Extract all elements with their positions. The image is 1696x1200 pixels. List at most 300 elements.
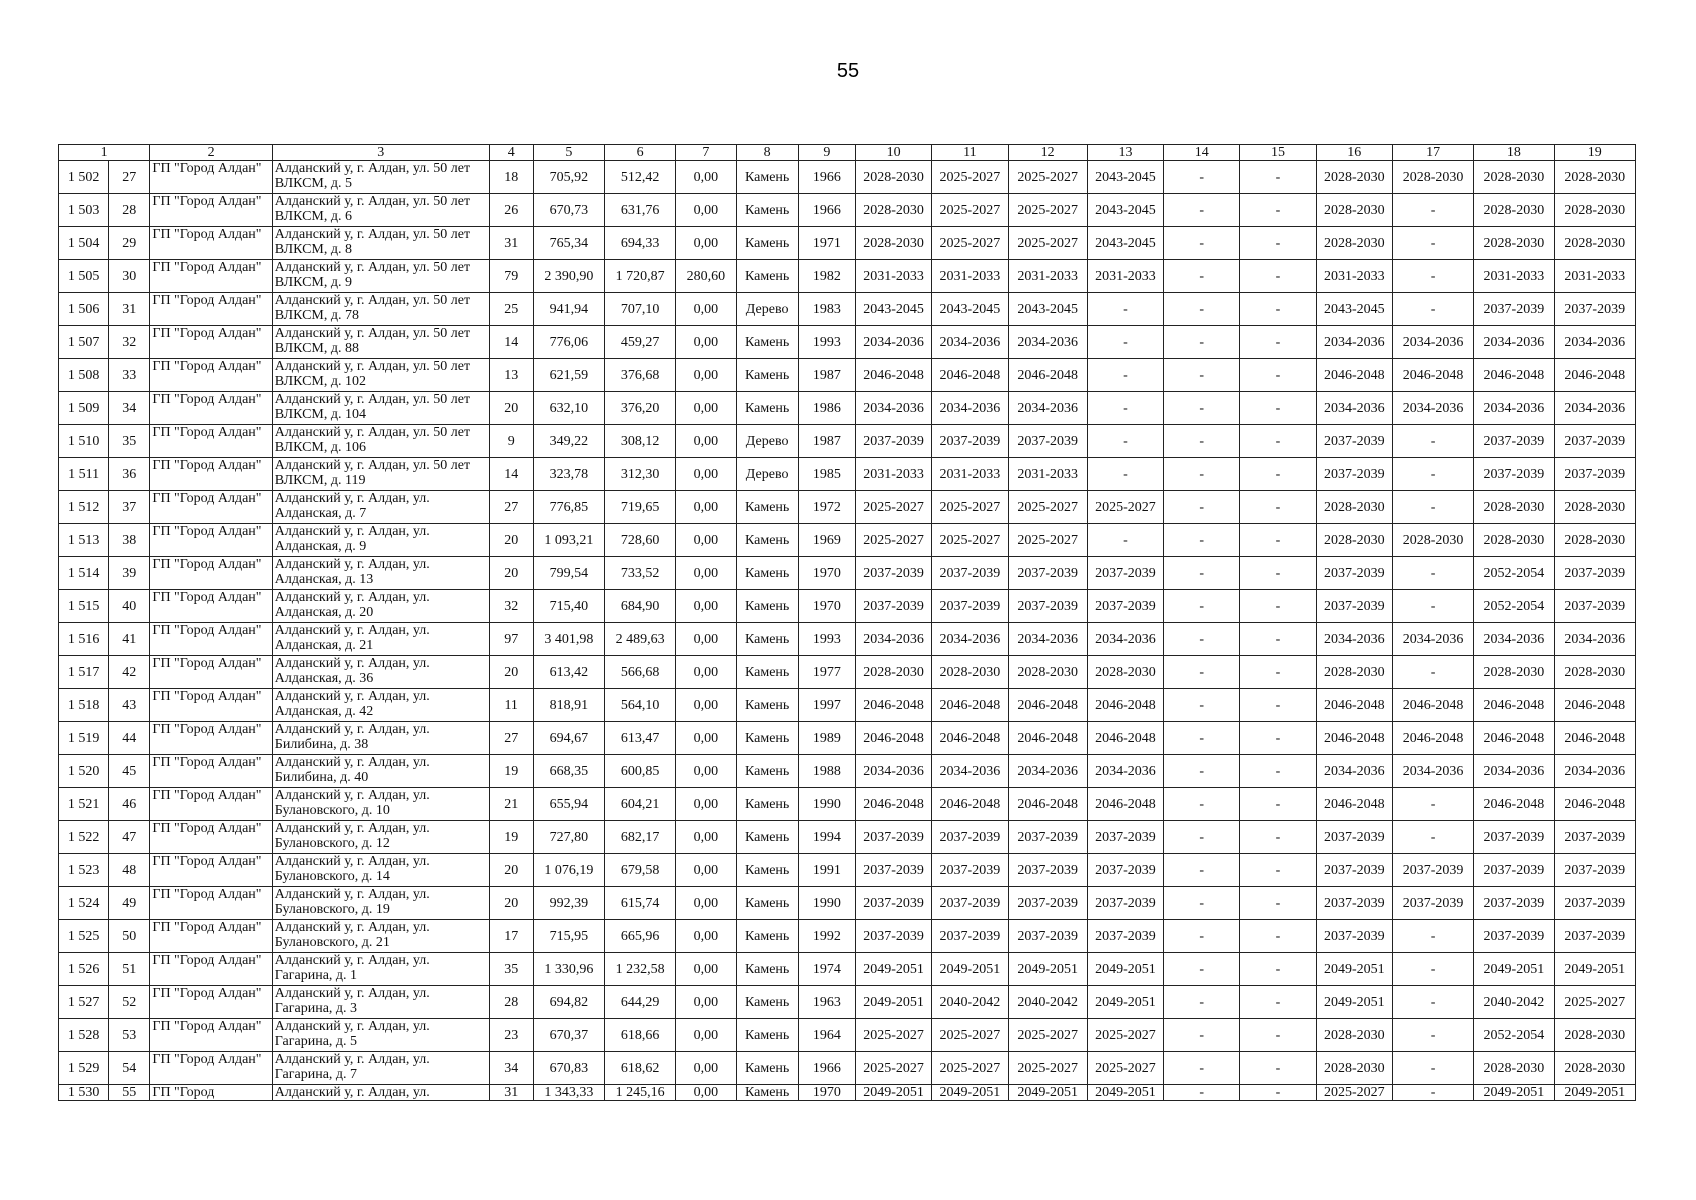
- table-cell: Алданский у, г. Алдан, ул. 50 лет ВЛКСМ, д. 78: [272, 293, 489, 326]
- table-cell: 1989: [798, 722, 855, 755]
- table-row: [59, 623, 1636, 656]
- table-cell: 45: [109, 755, 150, 788]
- table-cell: 2034-2036: [1008, 326, 1087, 359]
- table-cell: 2025-2027: [1316, 1085, 1392, 1101]
- table-cell: 2028-2030: [932, 656, 1008, 689]
- table-cell: 2034-2036: [855, 755, 931, 788]
- table-cell: 54: [109, 1052, 150, 1085]
- table-cell: 25: [489, 293, 533, 326]
- table-cell: 2031-2033: [1474, 260, 1554, 293]
- table-cell: 670,83: [533, 1052, 604, 1085]
- table-cell: 2037-2039: [1087, 920, 1163, 953]
- table-cell: 1 504: [59, 227, 109, 260]
- table-cell: 992,39: [533, 887, 604, 920]
- table-cell: Алданский у, г. Алдан, ул. Алданская, д. 13: [272, 557, 489, 590]
- table-cell: -: [1240, 392, 1316, 425]
- table-cell: 0,00: [676, 689, 736, 722]
- table-cell: 566,68: [605, 656, 676, 689]
- table-cell: 1982: [798, 260, 855, 293]
- table-cell: 2025-2027: [932, 491, 1008, 524]
- table-cell: 0,00: [676, 359, 736, 392]
- table-cell: 2046-2048: [1392, 689, 1473, 722]
- table-cell: Алданский у, г. Алдан, ул.: [272, 1085, 489, 1101]
- table-cell: ГП "Город Алдан": [150, 425, 272, 458]
- table-cell: 1991: [798, 854, 855, 887]
- table-cell: 2031-2033: [1087, 260, 1163, 293]
- table-cell: 20: [489, 854, 533, 887]
- table-cell: -: [1164, 821, 1240, 854]
- table-cell: Алданский у, г. Алдан, ул. Булановского, д. 21: [272, 920, 489, 953]
- table-cell: 1970: [798, 590, 855, 623]
- table-cell: 0,00: [676, 1019, 736, 1052]
- table-cell: Камень: [736, 194, 798, 227]
- table-cell: 2028-2030: [1554, 491, 1635, 524]
- table-cell: 2 390,90: [533, 260, 604, 293]
- table-cell: -: [1087, 524, 1163, 557]
- table-cell: 2025-2027: [855, 1019, 931, 1052]
- table-cell: Камень: [736, 887, 798, 920]
- table-cell: 27: [109, 161, 150, 194]
- table-cell: 2046-2048: [1474, 359, 1554, 392]
- table-cell: 728,60: [605, 524, 676, 557]
- table-cell: 312,30: [605, 458, 676, 491]
- table-cell: 17: [489, 920, 533, 953]
- table-cell: 2028-2030: [1316, 656, 1392, 689]
- table-cell: 1 505: [59, 260, 109, 293]
- table-cell: 2025-2027: [855, 524, 931, 557]
- table-cell: 0,00: [676, 590, 736, 623]
- table-cell: ГП "Город Алдан": [150, 920, 272, 953]
- table-cell: Алданский у, г. Алдан, ул. 50 лет ВЛКСМ, д. 8: [272, 227, 489, 260]
- table-cell: 2037-2039: [932, 920, 1008, 953]
- table-cell: Алданский у, г. Алдан, ул. Булановского, д. 14: [272, 854, 489, 887]
- table-cell: ГП "Город Алдан": [150, 194, 272, 227]
- table-cell: 2037-2039: [855, 557, 931, 590]
- table-cell: 2025-2027: [932, 524, 1008, 557]
- table-cell: 1992: [798, 920, 855, 953]
- table-cell: -: [1392, 458, 1473, 491]
- table-cell: 459,27: [605, 326, 676, 359]
- table-cell: 1977: [798, 656, 855, 689]
- table-cell: ГП "Город Алдан": [150, 392, 272, 425]
- table-cell: -: [1240, 227, 1316, 260]
- table-cell: 2037-2039: [1474, 821, 1554, 854]
- table-cell: 1 330,96: [533, 953, 604, 986]
- table-cell: 2037-2039: [932, 887, 1008, 920]
- table-cell: 1966: [798, 161, 855, 194]
- table-cell: Камень: [736, 788, 798, 821]
- table-cell: 0,00: [676, 161, 736, 194]
- table-cell: ГП "Город Алдан": [150, 821, 272, 854]
- table-cell: -: [1164, 524, 1240, 557]
- table-cell: 2046-2048: [1554, 359, 1635, 392]
- table-cell: 2025-2027: [932, 194, 1008, 227]
- table-cell: 1994: [798, 821, 855, 854]
- table-cell: 2037-2039: [1008, 590, 1087, 623]
- table-cell: -: [1240, 1052, 1316, 1085]
- table-row: [59, 656, 1636, 689]
- table-cell: 2028-2030: [855, 227, 931, 260]
- table-cell: 1 513: [59, 524, 109, 557]
- table-cell: ГП "Город Алдан": [150, 1019, 272, 1052]
- table-cell: 2037-2039: [1316, 887, 1392, 920]
- table-cell: 941,94: [533, 293, 604, 326]
- table-cell: 29: [109, 227, 150, 260]
- table-cell: -: [1392, 260, 1473, 293]
- table-cell: 2031-2033: [932, 458, 1008, 491]
- table-cell: 39: [109, 557, 150, 590]
- table-cell: -: [1392, 227, 1473, 260]
- table-cell: -: [1164, 986, 1240, 1019]
- table-cell: ГП "Город Алдан": [150, 887, 272, 920]
- table-cell: -: [1392, 590, 1473, 623]
- table-cell: 0,00: [676, 227, 736, 260]
- table-row: [59, 458, 1636, 491]
- table-cell: 3 401,98: [533, 623, 604, 656]
- table-cell: 2037-2039: [855, 854, 931, 887]
- table-cell: 2046-2048: [1008, 722, 1087, 755]
- table-row: [59, 194, 1636, 227]
- table-cell: 2049-2051: [1554, 1085, 1635, 1101]
- table-cell: 2046-2048: [932, 722, 1008, 755]
- table-cell: 2037-2039: [1008, 821, 1087, 854]
- table-cell: Камень: [736, 590, 798, 623]
- table-cell: -: [1240, 491, 1316, 524]
- table-cell: 2037-2039: [1316, 821, 1392, 854]
- table-cell: 1 343,33: [533, 1085, 604, 1101]
- table-cell: 2025-2027: [1008, 227, 1087, 260]
- table-cell: Алданский у, г. Алдан, ул. Булановского, д. 19: [272, 887, 489, 920]
- table-row: [59, 1019, 1636, 1052]
- table-cell: ГП "Город Алдан": [150, 260, 272, 293]
- table-cell: 34: [489, 1052, 533, 1085]
- table-cell: 0,00: [676, 557, 736, 590]
- table-cell: 2037-2039: [1392, 854, 1473, 887]
- table-cell: 1964: [798, 1019, 855, 1052]
- table-cell: ГП "Город Алдан": [150, 590, 272, 623]
- table-cell: 2028-2030: [1474, 491, 1554, 524]
- table-cell: 2028-2030: [1316, 227, 1392, 260]
- table-cell: 2037-2039: [1474, 887, 1554, 920]
- table-cell: Камень: [736, 359, 798, 392]
- table-cell: 14: [489, 458, 533, 491]
- table-cell: 2037-2039: [1474, 920, 1554, 953]
- table-cell: 2046-2048: [1087, 689, 1163, 722]
- table-cell: 1 519: [59, 722, 109, 755]
- table-row: [59, 161, 1636, 194]
- table-cell: 600,85: [605, 755, 676, 788]
- table-cell: -: [1164, 392, 1240, 425]
- table-cell: 2034-2036: [1554, 755, 1635, 788]
- table-cell: Камень: [736, 623, 798, 656]
- table-cell: 20: [489, 524, 533, 557]
- table-cell: 2037-2039: [932, 821, 1008, 854]
- table-cell: 2028-2030: [1474, 227, 1554, 260]
- table-cell: 2049-2051: [1087, 1085, 1163, 1101]
- table-cell: ГП "Город Алдан": [150, 689, 272, 722]
- table-cell: -: [1392, 656, 1473, 689]
- table-row: [59, 227, 1636, 260]
- table-cell: 1 524: [59, 887, 109, 920]
- table-cell: 308,12: [605, 425, 676, 458]
- table-cell: 707,10: [605, 293, 676, 326]
- table-cell: 2028-2030: [855, 194, 931, 227]
- table-cell: Алданский у, г. Алдан, ул. Алданская, д. 36: [272, 656, 489, 689]
- table-cell: 2037-2039: [1316, 425, 1392, 458]
- table-cell: 1 525: [59, 920, 109, 953]
- table-cell: 2049-2051: [1554, 953, 1635, 986]
- table-cell: ГП "Город Алдан": [150, 326, 272, 359]
- table-cell: 2034-2036: [1087, 623, 1163, 656]
- table-cell: 2037-2039: [1554, 887, 1635, 920]
- table-cell: 55: [109, 1085, 150, 1101]
- table-cell: 0,00: [676, 788, 736, 821]
- table-cell: 2046-2048: [1316, 689, 1392, 722]
- table-cell: -: [1240, 854, 1316, 887]
- column-header: 2: [150, 145, 272, 161]
- table-cell: ГП "Город Алдан": [150, 1052, 272, 1085]
- table-cell: 2049-2051: [1008, 1085, 1087, 1101]
- table-cell: 1 518: [59, 689, 109, 722]
- table-cell: -: [1240, 194, 1316, 227]
- table-cell: 97: [489, 623, 533, 656]
- table-cell: 2046-2048: [932, 359, 1008, 392]
- table-cell: 2037-2039: [932, 557, 1008, 590]
- table-cell: 2034-2036: [1474, 755, 1554, 788]
- table-cell: Алданский у, г. Алдан, ул. 50 лет ВЛКСМ, д. 5: [272, 161, 489, 194]
- table-cell: -: [1392, 557, 1473, 590]
- table-cell: 0,00: [676, 920, 736, 953]
- table-cell: Камень: [736, 854, 798, 887]
- table-cell: 2034-2036: [1474, 392, 1554, 425]
- table-cell: -: [1240, 788, 1316, 821]
- page-number: 55: [836, 60, 860, 82]
- table-cell: -: [1164, 161, 1240, 194]
- table-cell: 2025-2027: [1087, 1019, 1163, 1052]
- table-cell: 2040-2042: [1474, 986, 1554, 1019]
- table-cell: 2049-2051: [932, 953, 1008, 986]
- table-cell: 2025-2027: [855, 491, 931, 524]
- table-cell: 1 507: [59, 326, 109, 359]
- table-cell: 79: [489, 260, 533, 293]
- table-cell: 2028-2030: [1316, 1052, 1392, 1085]
- table-cell: 35: [109, 425, 150, 458]
- table-cell: 0,00: [676, 425, 736, 458]
- table-cell: ГП "Город Алдан": [150, 491, 272, 524]
- table-cell: 2034-2036: [1554, 326, 1635, 359]
- table-cell: 2037-2039: [1554, 920, 1635, 953]
- table-cell: 19: [489, 821, 533, 854]
- table-cell: 2034-2036: [1392, 392, 1473, 425]
- table-cell: 2046-2048: [1392, 359, 1473, 392]
- table-cell: Алданский у, г. Алдан, ул. Алданская, д. 7: [272, 491, 489, 524]
- table-cell: -: [1240, 425, 1316, 458]
- table-cell: 27: [489, 722, 533, 755]
- table-row: [59, 425, 1636, 458]
- table-cell: 2034-2036: [1316, 392, 1392, 425]
- table-cell: 2025-2027: [932, 1052, 1008, 1085]
- table-cell: 613,47: [605, 722, 676, 755]
- table-cell: Алданский у, г. Алдан, ул. Алданская, д. 9: [272, 524, 489, 557]
- table-cell: 33: [109, 359, 150, 392]
- table-cell: 1 521: [59, 788, 109, 821]
- table-cell: 2046-2048: [1554, 689, 1635, 722]
- table-cell: 631,76: [605, 194, 676, 227]
- table-cell: 2037-2039: [1008, 425, 1087, 458]
- table-cell: 1 522: [59, 821, 109, 854]
- table-cell: 799,54: [533, 557, 604, 590]
- table-row: [59, 326, 1636, 359]
- table-row: [59, 755, 1636, 788]
- table-cell: 36: [109, 458, 150, 491]
- table-cell: 2037-2039: [1316, 557, 1392, 590]
- table-cell: Алданский у, г. Алдан, ул. Гагарина, д. 7: [272, 1052, 489, 1085]
- table-cell: -: [1240, 722, 1316, 755]
- table-cell: Алданский у, г. Алдан, ул. 50 лет ВЛКСМ, д. 119: [272, 458, 489, 491]
- table-cell: 1987: [798, 359, 855, 392]
- column-header: 10: [855, 145, 931, 161]
- table-cell: 2034-2036: [1474, 623, 1554, 656]
- table-cell: 1966: [798, 194, 855, 227]
- table-cell: -: [1240, 590, 1316, 623]
- table-cell: 2034-2036: [932, 392, 1008, 425]
- table-cell: 2049-2051: [855, 1085, 931, 1101]
- table-cell: Алданский у, г. Алдан, ул. Булановского, д. 10: [272, 788, 489, 821]
- table-cell: 2034-2036: [1474, 326, 1554, 359]
- table-cell: ГП "Город Алдан": [150, 656, 272, 689]
- table-cell: 2052-2054: [1474, 557, 1554, 590]
- table-cell: -: [1392, 788, 1473, 821]
- table-cell: Дерево: [736, 425, 798, 458]
- table-cell: 2025-2027: [855, 1052, 931, 1085]
- table-cell: 9: [489, 425, 533, 458]
- table-cell: 2031-2033: [1554, 260, 1635, 293]
- table-row: [59, 392, 1636, 425]
- table-cell: 2034-2036: [1554, 392, 1635, 425]
- table-cell: 2028-2030: [1554, 227, 1635, 260]
- table-cell: 2046-2048: [1008, 689, 1087, 722]
- table-cell: 2046-2048: [855, 689, 931, 722]
- table-cell: 1970: [798, 557, 855, 590]
- table-cell: 1990: [798, 887, 855, 920]
- table-cell: 2037-2039: [1554, 293, 1635, 326]
- table-cell: 2028-2030: [1474, 194, 1554, 227]
- column-header: 13: [1087, 145, 1163, 161]
- table-cell: 2043-2045: [1087, 161, 1163, 194]
- table-cell: 1993: [798, 623, 855, 656]
- table-cell: 2037-2039: [1554, 590, 1635, 623]
- table-cell: 2037-2039: [1316, 590, 1392, 623]
- table-cell: 2028-2030: [1474, 524, 1554, 557]
- table-cell: 2028-2030: [1554, 524, 1635, 557]
- table-cell: Камень: [736, 392, 798, 425]
- table-cell: 27: [489, 491, 533, 524]
- table-cell: 53: [109, 1019, 150, 1052]
- table-cell: 2046-2048: [855, 359, 931, 392]
- table-cell: 0,00: [676, 524, 736, 557]
- table-cell: -: [1240, 293, 1316, 326]
- table-cell: Камень: [736, 821, 798, 854]
- table-cell: 0,00: [676, 392, 736, 425]
- table-cell: 1988: [798, 755, 855, 788]
- table-cell: 2037-2039: [1554, 557, 1635, 590]
- table-cell: 1 523: [59, 854, 109, 887]
- table-cell: 41: [109, 623, 150, 656]
- table-cell: 47: [109, 821, 150, 854]
- table-cell: 644,29: [605, 986, 676, 1019]
- table-cell: 376,20: [605, 392, 676, 425]
- table-cell: 2046-2048: [1008, 359, 1087, 392]
- table-cell: ГП "Город Алдан": [150, 227, 272, 260]
- table-cell: 2034-2036: [1087, 755, 1163, 788]
- table-cell: 0,00: [676, 722, 736, 755]
- table-cell: 2025-2027: [1008, 194, 1087, 227]
- table-cell: 2034-2036: [1316, 326, 1392, 359]
- table-cell: 1 503: [59, 194, 109, 227]
- table-cell: 2028-2030: [1087, 656, 1163, 689]
- table-cell: 50: [109, 920, 150, 953]
- table-cell: -: [1164, 1085, 1240, 1101]
- table-cell: 2046-2048: [855, 722, 931, 755]
- table-cell: 668,35: [533, 755, 604, 788]
- table-cell: 2037-2039: [1087, 887, 1163, 920]
- table-cell: 2046-2048: [1554, 722, 1635, 755]
- table-cell: -: [1392, 293, 1473, 326]
- table-cell: ГП "Город: [150, 1085, 272, 1101]
- table-cell: 42: [109, 656, 150, 689]
- table-cell: ГП "Город Алдан": [150, 161, 272, 194]
- table-cell: 2049-2051: [855, 953, 931, 986]
- table-cell: Камень: [736, 1052, 798, 1085]
- table-cell: 28: [489, 986, 533, 1019]
- table-cell: -: [1392, 1019, 1473, 1052]
- table-cell: -: [1240, 359, 1316, 392]
- column-header: 3: [272, 145, 489, 161]
- table-cell: 44: [109, 722, 150, 755]
- table-cell: ГП "Город Алдан": [150, 623, 272, 656]
- table-row: [59, 854, 1636, 887]
- table-cell: -: [1240, 161, 1316, 194]
- table-cell: 0,00: [676, 854, 736, 887]
- table-cell: 615,74: [605, 887, 676, 920]
- table-cell: -: [1164, 788, 1240, 821]
- table-cell: 13: [489, 359, 533, 392]
- table-cell: -: [1392, 821, 1473, 854]
- table-cell: 0,00: [676, 623, 736, 656]
- table-cell: 2025-2027: [932, 161, 1008, 194]
- table-cell: -: [1164, 887, 1240, 920]
- table-cell: 0,00: [676, 986, 736, 1019]
- table-cell: 1970: [798, 1085, 855, 1101]
- table-cell: 2028-2030: [1554, 656, 1635, 689]
- table-cell: 2031-2033: [932, 260, 1008, 293]
- table-cell: 35: [489, 953, 533, 986]
- table-cell: Дерево: [736, 293, 798, 326]
- table-cell: 2025-2027: [1008, 1052, 1087, 1085]
- table-cell: Алданский у, г. Алдан, ул. Билибина, д. 40: [272, 755, 489, 788]
- table-cell: 733,52: [605, 557, 676, 590]
- table-cell: Алданский у, г. Алдан, ул. Гагарина, д. 3: [272, 986, 489, 1019]
- table-cell: 2034-2036: [932, 755, 1008, 788]
- table-cell: -: [1164, 194, 1240, 227]
- table-cell: 2028-2030: [1554, 1052, 1635, 1085]
- table-cell: 621,59: [533, 359, 604, 392]
- table-cell: 31: [489, 227, 533, 260]
- table-cell: 2046-2048: [1316, 359, 1392, 392]
- table-row: [59, 953, 1636, 986]
- table-cell: 1986: [798, 392, 855, 425]
- table-cell: Алданский у, г. Алдан, ул. Алданская, д. 42: [272, 689, 489, 722]
